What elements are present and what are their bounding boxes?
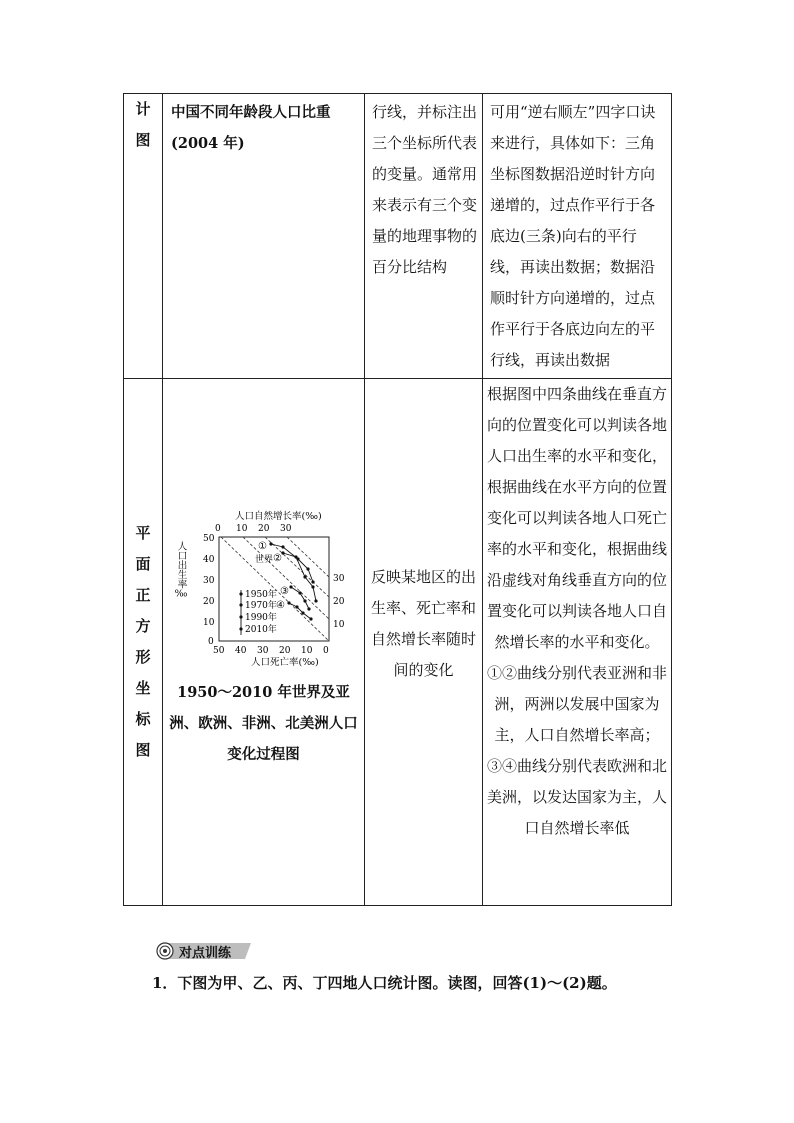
type-char: 正: [135, 586, 151, 604]
right-tick: 10: [333, 620, 345, 630]
table-row: [124, 379, 672, 906]
square-coordinate-figure: [163, 507, 364, 677]
chart-type-table: [123, 93, 672, 906]
left-tick: 0: [208, 637, 214, 647]
dashed-diagonal: [265, 537, 329, 597]
top-tick: 10: [236, 524, 248, 534]
type-char: 方: [135, 617, 151, 635]
right-tick: 20: [333, 597, 345, 607]
right-tick: 30: [333, 574, 345, 584]
type-char: 形: [135, 648, 151, 666]
bottom-tick: 30: [257, 646, 269, 656]
legend-item: 1970年: [245, 601, 277, 611]
reading-method-cell: [483, 379, 672, 906]
left-tick: 30: [203, 576, 215, 586]
legend-item: 1990年: [245, 613, 277, 623]
left-tick: 40: [203, 555, 215, 565]
type-char: 面: [135, 555, 151, 573]
top-tick: 30: [280, 524, 292, 534]
bottom-tick: 0: [323, 646, 329, 656]
section-label: 对点训练: [179, 946, 232, 961]
reading-method-text: 根据图中四条曲线在垂直方向的位置变化可以判读各地人口出生率的水平和变化，根据曲线在水平方向的位置变化可以判读各地人口死亡率的水平和变化，根据曲线沿虚线对角线垂直方向的位置变化可以判读各地人口自然增长率的水平和变化。①②曲线分别代表亚洲和非洲，两洲以发展中国家为主，人口自然增长率高；③④曲线分别代表欧洲和北美洲，以发达国家为主，人口自然增长率低: [487, 385, 668, 837]
type-char: 图: [135, 741, 151, 759]
curve-mark: ④: [276, 600, 285, 611]
type-char: 图: [135, 131, 151, 149]
bottom-tick: 50: [213, 646, 225, 656]
top-tick: 20: [258, 524, 270, 534]
curve-mark: ②: [273, 553, 282, 564]
bottom-tick: 10: [301, 646, 313, 656]
dashed-diagonal: [287, 537, 329, 577]
bottom-axis-label: 人口死亡率(‰): [251, 657, 319, 668]
example-title: 1950～2010 年世界及亚洲、欧洲、非洲、北美洲人口变化过程图: [169, 684, 358, 763]
characteristic-cell: [365, 94, 483, 379]
reading-method-text: 可用“逆右顺左”四字口诀来进行，具体如下：三角坐标图数据沿逆时针方向递增的，过点作平行于各底边(三条)向右的平行线，再读出数据；数据沿顺时针方向递增的，过点作平行于各底边向左的平行线，再读出数据: [490, 103, 656, 369]
bottom-tick: 20: [279, 646, 291, 656]
characteristic-text: 反映某地区的出生率、死亡率和自然增长率随时间的变化: [370, 568, 476, 679]
bottom-tick: 40: [235, 646, 247, 656]
characteristic-cell: [365, 379, 483, 906]
curve-mark: ①: [258, 541, 267, 552]
table-row: [124, 94, 672, 379]
type-char: 计: [135, 100, 151, 118]
example-cell: [163, 379, 365, 906]
legend-item: 2010年: [245, 625, 277, 635]
example-cell: [163, 94, 365, 379]
left-tick: 20: [203, 597, 215, 607]
section-badge: [155, 940, 251, 960]
square-coordinate-chart: [163, 507, 363, 677]
question-text: 1．下图为甲、乙、丙、丁四地人口统计图。读图，回答(1)～(2)题。: [152, 974, 617, 992]
legend: [239, 588, 277, 635]
characteristic-text: 行线，并标注出三个坐标所代表的变量。通常用来表示有三个变量的地理事物的百分比结构: [372, 103, 478, 276]
top-axis-label: 人口自然增长率(‰): [235, 511, 322, 522]
reading-method-cell: [483, 94, 672, 379]
left-tick: 10: [203, 618, 215, 628]
legend-item: 1950年: [245, 590, 277, 600]
top-tick: 0: [215, 524, 221, 534]
type-char: 标: [135, 710, 151, 728]
left-tick: 50: [203, 534, 215, 544]
world-label: 世界: [255, 555, 274, 565]
example-title: 中国不同年龄段人口比重(2004 年): [171, 104, 331, 152]
type-char: 坐: [135, 679, 151, 697]
type-cell: [124, 379, 163, 906]
type-cell: [124, 94, 163, 379]
left-axis-label: 人口出生率‰: [175, 541, 187, 600]
curve-mark: ③: [280, 586, 289, 597]
type-char: 平: [135, 524, 151, 542]
